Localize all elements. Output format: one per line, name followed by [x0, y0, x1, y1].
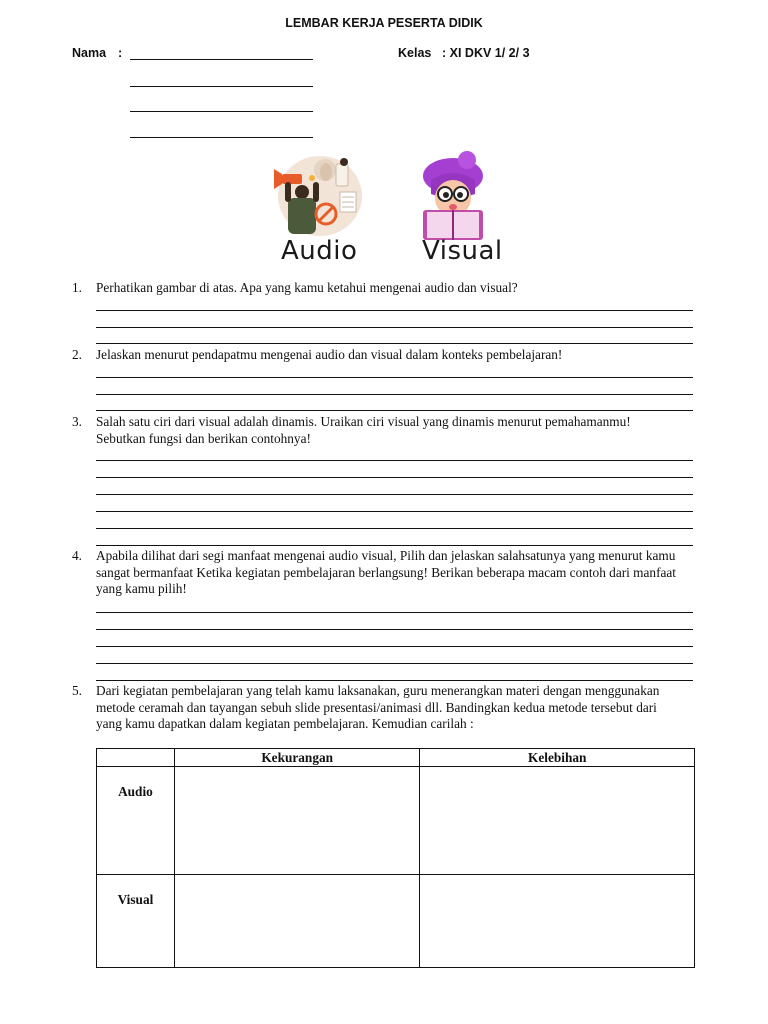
answer-line[interactable] [96, 494, 693, 495]
answer-line[interactable] [96, 612, 693, 613]
nama-colon: : [118, 46, 123, 60]
question-text: Perhatikan gambar di atas. Apa yang kamu ketahui mengenai audio dan visual? [96, 280, 518, 295]
nama-field-4[interactable] [130, 123, 313, 138]
cell-visual-kekurangan[interactable] [174, 875, 420, 968]
question-number: 2. [72, 347, 82, 362]
answer-line[interactable] [96, 310, 693, 311]
nama-field-1[interactable] [130, 45, 313, 60]
cell-audio-kelebihan[interactable] [420, 767, 695, 875]
answer-line[interactable] [96, 477, 693, 478]
audio-illustration-icon [270, 152, 370, 240]
question-number: 1. [72, 280, 82, 295]
table-header-empty [97, 749, 175, 767]
question-text: Apabila dilihat dari segi manfaat mengenai audio visual, Pilih dan jelaskan salahsatunya yang menurut kamu sangat bermanfaat Ketika kegiatan pembelajaran berlangsung! Berikan beberapa macam contoh dari manfaat yang kamu pilih! [96, 548, 676, 596]
question-number: 3. [72, 414, 82, 429]
question-number: 4. [72, 548, 82, 563]
visual-label: Visual [422, 236, 503, 266]
audio-label: Audio [281, 236, 358, 266]
answer-line[interactable] [96, 377, 693, 378]
answer-line[interactable] [96, 410, 693, 411]
answer-line[interactable] [96, 460, 693, 461]
answer-line[interactable] [96, 545, 693, 546]
worksheet-title: LEMBAR KERJA PESERTA DIDIK [285, 16, 483, 30]
question-text: Salah satu ciri dari visual adalah dinamis. Uraikan ciri visual yang dinamis menurut pemahamanmu! Sebutkan fungsi dan berikan contohnya! [96, 414, 631, 446]
answer-line[interactable] [96, 394, 693, 395]
kelas-label: Kelas [398, 46, 432, 60]
answer-line[interactable] [96, 680, 693, 681]
nama-label: Nama [72, 46, 107, 60]
answer-line[interactable] [96, 343, 693, 344]
answer-line[interactable] [96, 646, 693, 647]
row-label-audio: Audio [97, 767, 175, 875]
nama-field-2[interactable] [130, 72, 313, 87]
kelas-value: : XI DKV 1/ 2/ 3 [442, 46, 530, 60]
table-header-kekurangan: Kekurangan [174, 749, 420, 767]
cell-visual-kelebihan[interactable] [420, 875, 695, 968]
question-text: Dari kegiatan pembelajaran yang telah kamu laksanakan, guru menerangkan materi dengan menggunakan metode ceramah dan tayangan sebuh slide presentasi/animasi dll. Bandingkan kedua metode tersebut dari yang kamu dapatkan dalam kegiatan pembelajaran. Kemudian carilah : [96, 683, 660, 731]
question-text: Jelaskan menurut pendapatmu mengenai audio dan visual dalam konteks pembelajaran! [96, 347, 563, 362]
answer-line[interactable] [96, 629, 693, 630]
row-label-visual: Visual [97, 875, 175, 968]
question-number: 5. [72, 683, 82, 698]
answer-line[interactable] [96, 327, 693, 328]
answer-line[interactable] [96, 528, 693, 529]
cell-audio-kekurangan[interactable] [174, 767, 420, 875]
answer-line[interactable] [96, 663, 693, 664]
answer-line[interactable] [96, 511, 693, 512]
visual-illustration-icon [413, 150, 493, 242]
table-header-kelebihan: Kelebihan [420, 749, 695, 767]
comparison-table [96, 748, 695, 968]
nama-field-3[interactable] [130, 97, 313, 112]
